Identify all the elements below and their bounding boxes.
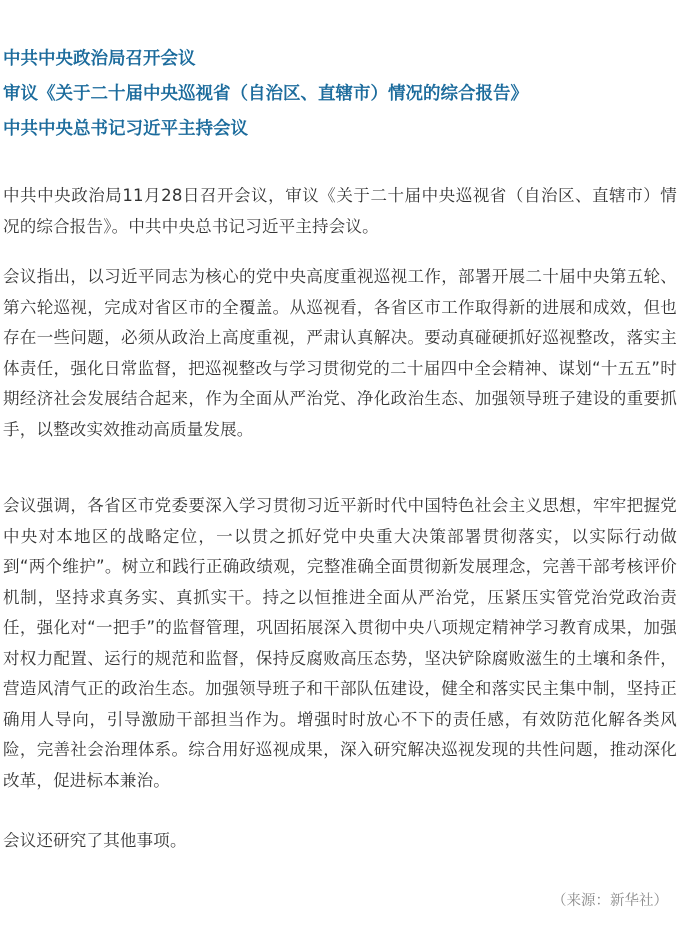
- paragraph-other-matters: 会议还研究了其他事项。: [3, 831, 187, 850]
- headline-main: 中共中央政治局召开会议: [3, 49, 196, 69]
- source-attribution: （来源：新华社）: [552, 893, 668, 909]
- headline-block: [3, 42, 677, 147]
- paragraph-meeting-emphasis: 会议强调，各省区市党委要深入学习贯彻习近平新时代中国特色社会主义思想，牢牢把握党中央对本地区的战略定位，一以贯之抓好党中央重大决策部署贯彻落实，以实际行动做到“两个维护”。树立和践行正确政绩观，完整准确全面贯彻新发展理念，完善干部考核评价机制，坚持求真务实、真抓实干。持之以恒推进全面从严治党，压紧压实管党治党政治责任，强化对“一把手”的监督管理，巩固拓展深入贯彻中央八项规定精神学习教育成果，加强对权力配置、运行的规范和监督，保持反腐败高压态势，坚决铲除腐败滋生的土壤和条件，营造风清气正的政治生态。加强领导班子和干部队伍建设，健全和落实民主集中制，坚持正确用人导向，引导激励干部担当作为。增强时时放心不下的责任感，有效防范化解各类风险，完善社会治理体系。综合用好巡视成果，深入研究解决巡视发现的共性问题，推动深化改革，促进标本兼治。: [3, 496, 677, 790]
- paragraph-meeting-points: 会议指出，以习近平同志为核心的党中央高度重视巡视工作，部署开展二十届中央第五轮、第六轮巡视，完成对省区市的全覆盖。从巡视看，各省区市工作取得新的进展和成效，但也存在一些问题，必须从政治上高度重视，严肃认真解决。要动真碰硬抓好巡视整改，落实主体责任，强化日常监督，把巡视整改与学习贯彻党的二十届四中全会精神、谋划“十五五”时期经济社会发展结合起来，作为全面从严治党、净化政治生态、加强领导班子建设的重要抓手，以整改实效推动高质量发展。: [3, 267, 677, 439]
- headline-subtitle: 审议《关于二十届中央巡视省（自治区、直辖市）情况的综合报告》: [3, 84, 528, 104]
- paragraph-intro: 中共中央政治局11月28日召开会议，审议《关于二十届中央巡视省（自治区、直辖市）情况的综合报告》。中共中央总书记习近平主持会议。: [3, 186, 677, 236]
- headline-chair: 中共中央总书记习近平主持会议: [3, 119, 248, 139]
